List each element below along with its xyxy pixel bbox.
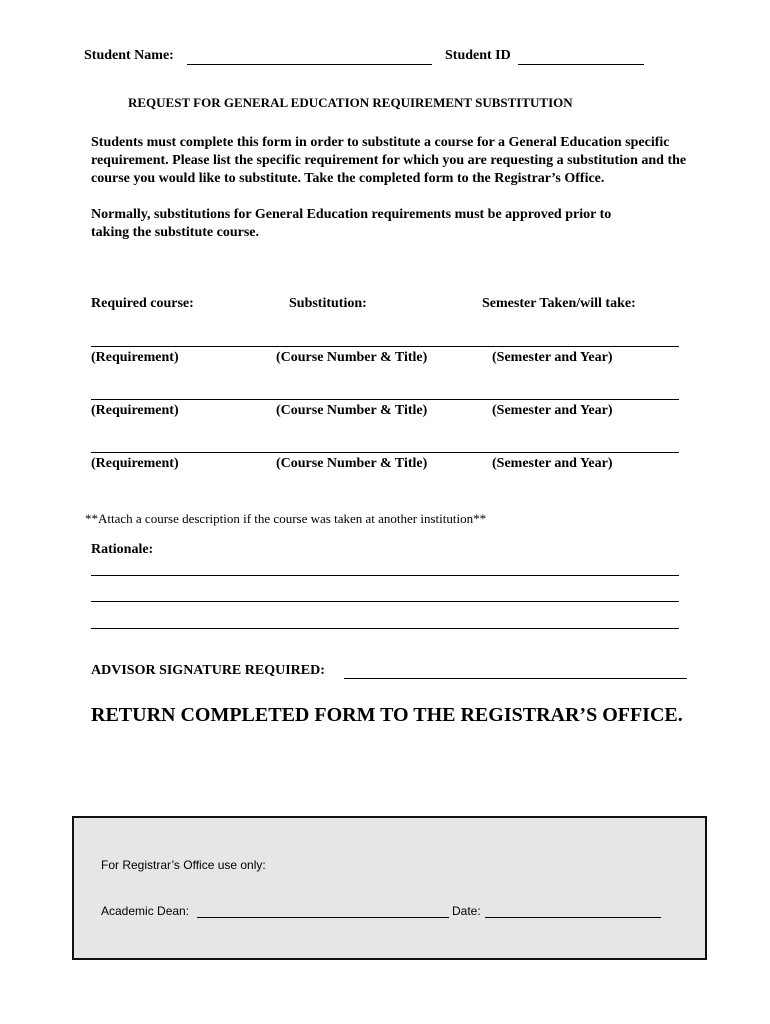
return-notice: RETURN COMPLETED FORM TO THE REGISTRAR’S OFFICE. (91, 704, 683, 726)
table-row-line[interactable] (91, 452, 679, 453)
student-name-label: Student Name: (84, 48, 174, 63)
academic-dean-field[interactable] (197, 917, 449, 918)
approval-note (91, 206, 611, 242)
advisor-signature-label: ADVISOR SIGNATURE REQUIRED: (91, 663, 325, 678)
row-requirement: (Requirement) (91, 403, 179, 418)
instructions-line: Students must complete this form in order to substitute a course for a General Education specific (91, 135, 670, 150)
date-label: Date: (452, 904, 481, 918)
date-field[interactable] (485, 917, 661, 918)
table-row-line[interactable] (91, 346, 679, 347)
instructions-line: course you would like to substitute. Take the completed form to the Registrar’s Office. (91, 171, 605, 186)
row-semester: (Semester and Year) (492, 403, 613, 418)
student-name-field[interactable] (187, 64, 432, 65)
row-semester: (Semester and Year) (492, 350, 613, 365)
student-id-label: Student ID (445, 48, 511, 63)
note-line: Normally, substitutions for General Education requirements must be approved prior to (91, 207, 612, 222)
table-row-line[interactable] (91, 399, 679, 400)
header-substitution: Substitution: (289, 296, 367, 311)
form-title: REQUEST FOR GENERAL EDUCATION REQUIREMENT SUBSTITUTION (128, 95, 573, 110)
row-requirement: (Requirement) (91, 350, 179, 365)
header-semester: Semester Taken/will take: (482, 296, 636, 311)
instructions-line: requirement. Please list the specific requirement for which you are requesting a substitution and the (91, 153, 687, 168)
office-box-title: For Registrar’s Office use only: (101, 858, 266, 872)
row-semester: (Semester and Year) (492, 456, 613, 471)
rationale-line[interactable] (91, 601, 679, 602)
row-course: (Course Number & Title) (276, 350, 428, 365)
note-line: taking the substitute course. (91, 225, 260, 240)
registrar-office-box (72, 816, 707, 960)
advisor-signature-field[interactable] (344, 678, 687, 679)
instructions-paragraph (91, 134, 686, 188)
student-id-field[interactable] (518, 64, 644, 65)
academic-dean-label: Academic Dean: (101, 904, 190, 918)
header-required-course: Required course: (91, 296, 194, 311)
attach-note: **Attach a course description if the course was taken at another institution** (85, 511, 487, 526)
rationale-line[interactable] (91, 628, 679, 629)
rationale-label: Rationale: (91, 542, 154, 557)
row-course: (Course Number & Title) (276, 403, 428, 418)
row-course: (Course Number & Title) (276, 456, 428, 471)
row-requirement: (Requirement) (91, 456, 179, 471)
rationale-line[interactable] (91, 575, 679, 576)
